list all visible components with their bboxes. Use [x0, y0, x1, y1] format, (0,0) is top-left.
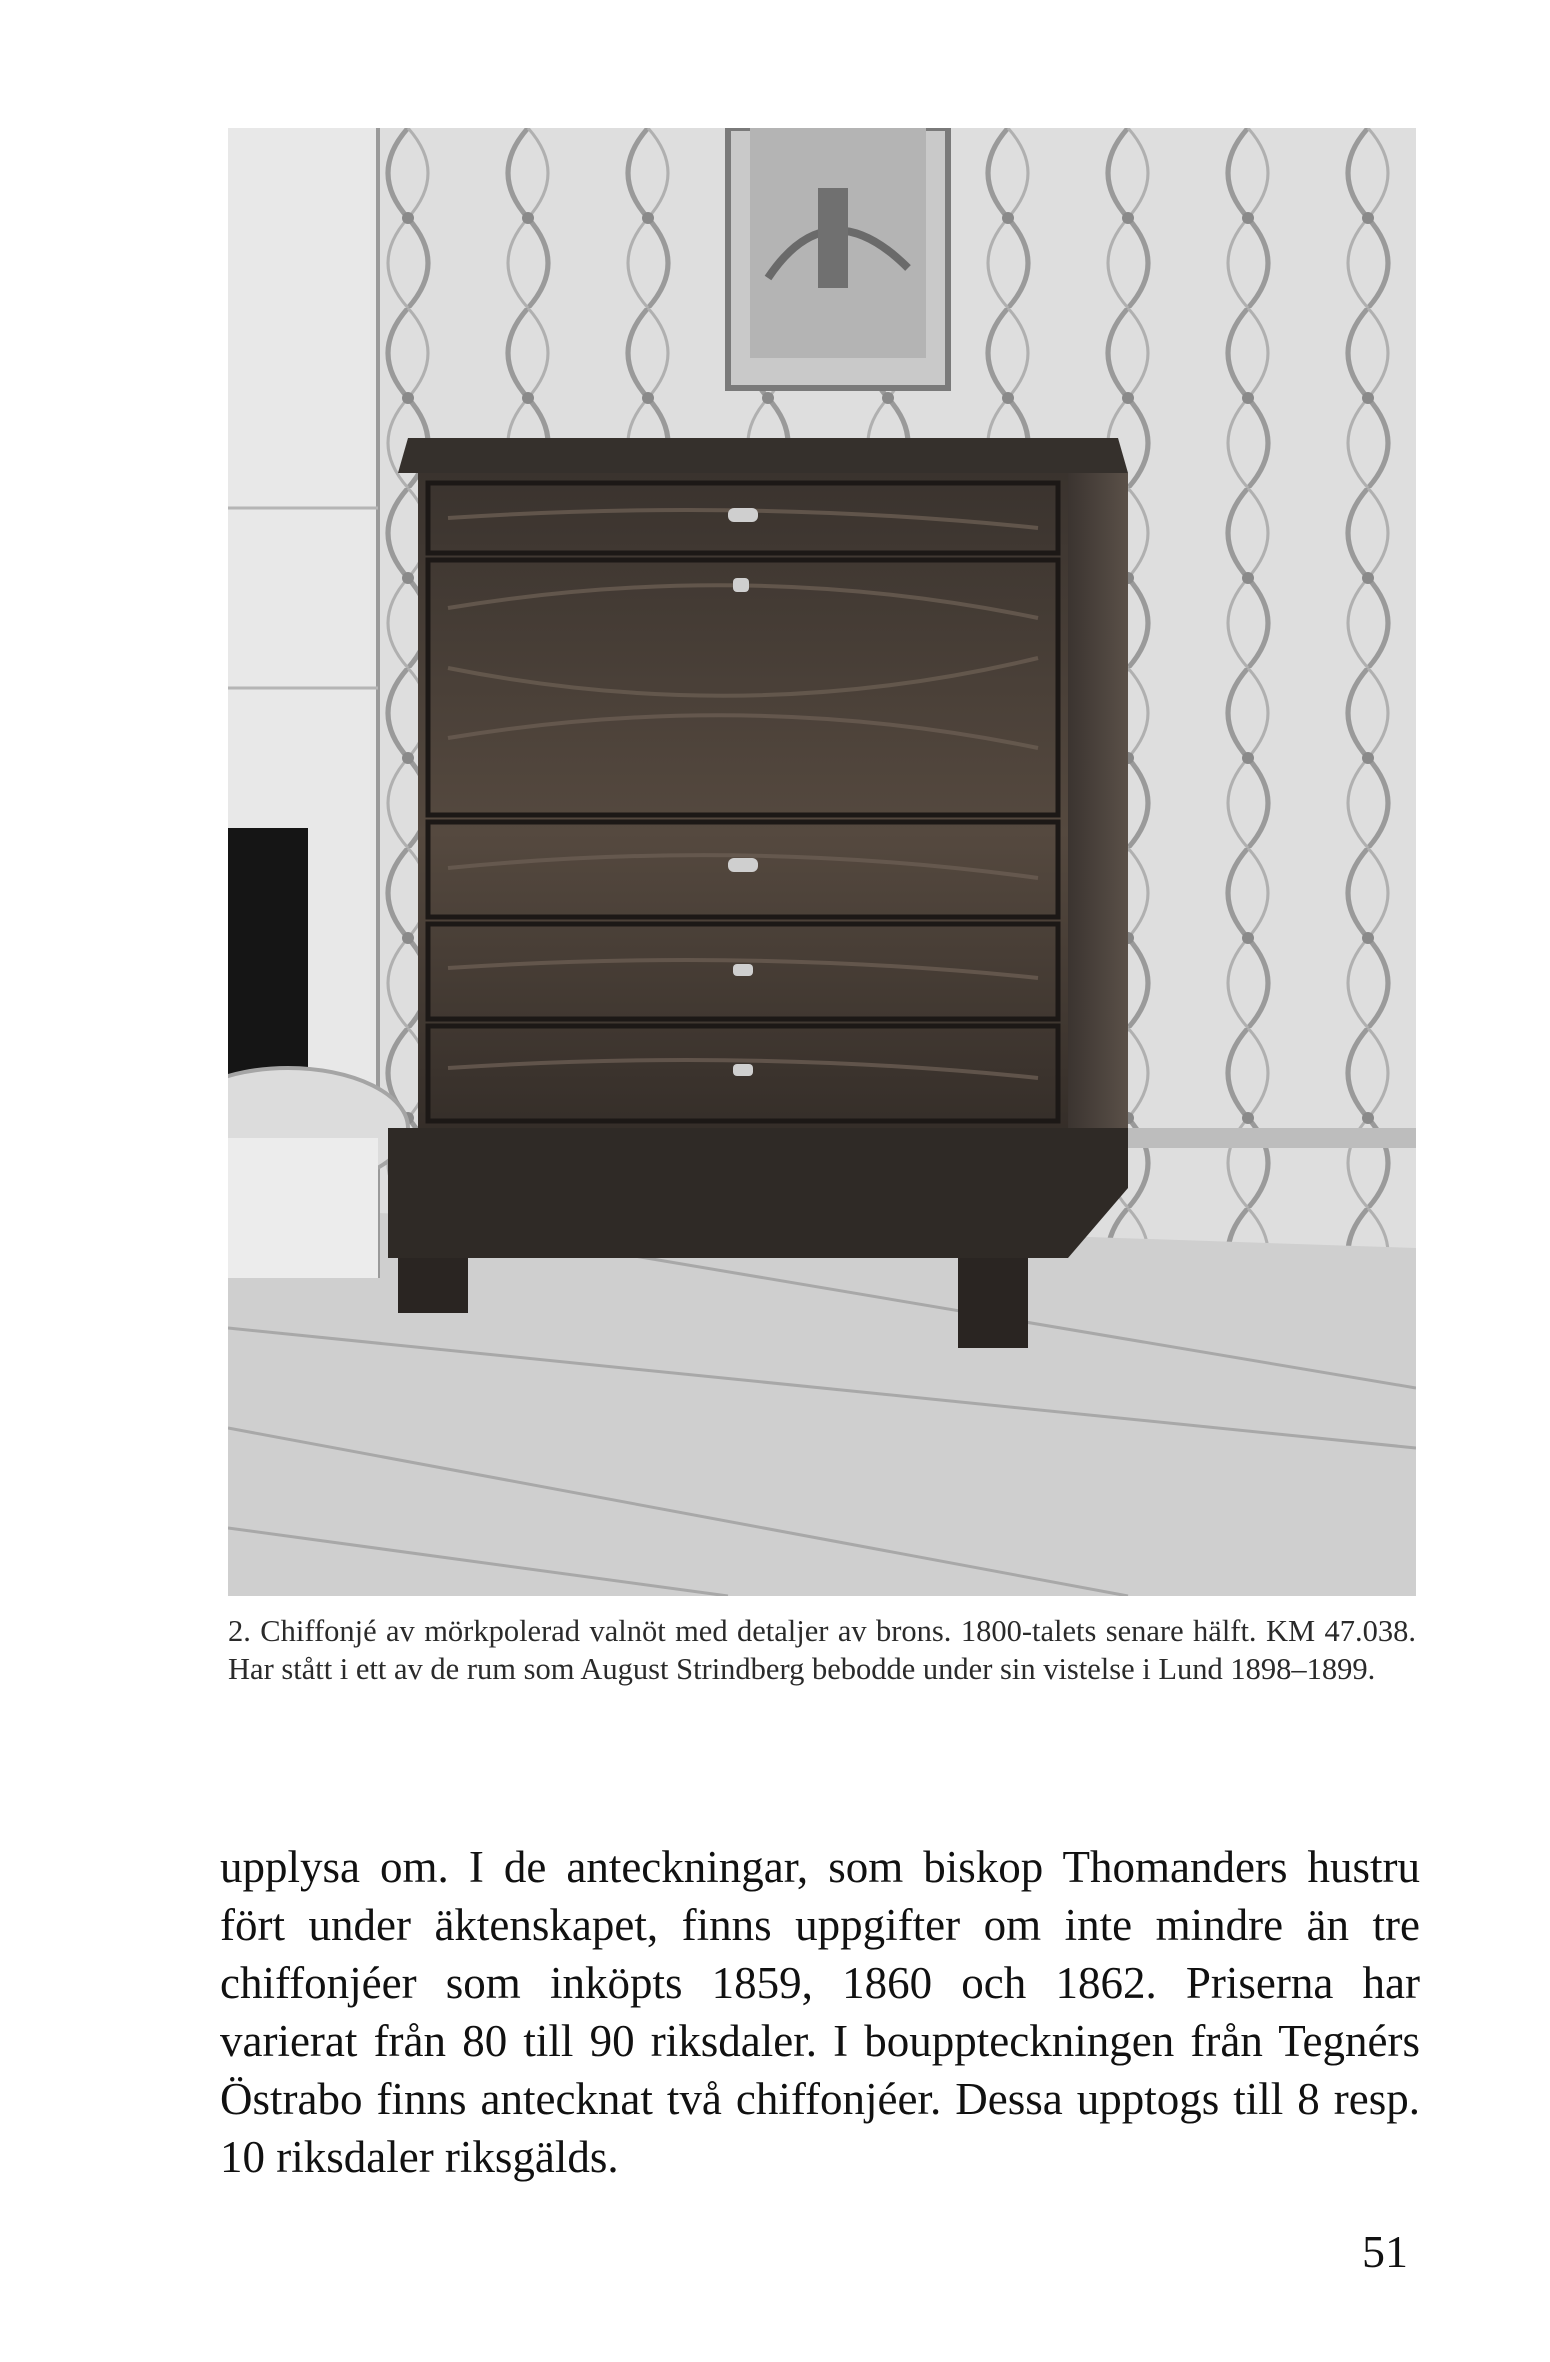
- photo-illustration: [228, 128, 1416, 1596]
- body-paragraph: [220, 1838, 1420, 2186]
- figure-caption: [228, 1612, 1416, 1688]
- chiffonier-photograph: [228, 128, 1416, 1596]
- caption-text: 2. Chiffonjé av mörkpolerad valnöt med detaljer av brons. 1800-talets senare hälft. KM 47.038. Har stått i ett av de rum som August Strindberg bebodde under sin vistelse i Lund 1898–1899.: [228, 1614, 1416, 1686]
- chiffonier-plinth: [388, 1128, 1128, 1258]
- page-number: 51: [1362, 2226, 1408, 2277]
- stove-opening: [228, 828, 308, 1078]
- chiffonier-top: [398, 438, 1128, 473]
- body-text: upplysa om. I de anteckningar, som biskop Thomanders hustru fört under äktenskapet, finns uppgifter om inte mindre än tre chiffonjéer som inköpts 1859, 1860 och 1862. Priserna har varierat från 80 till 90 riksdaler. I bouppteckningen från Tegnérs Östrabo finns antecknat två chiffonjéer. Dessa upptogs till 8 resp. 10 riksdaler riksgälds.: [220, 1842, 1420, 2182]
